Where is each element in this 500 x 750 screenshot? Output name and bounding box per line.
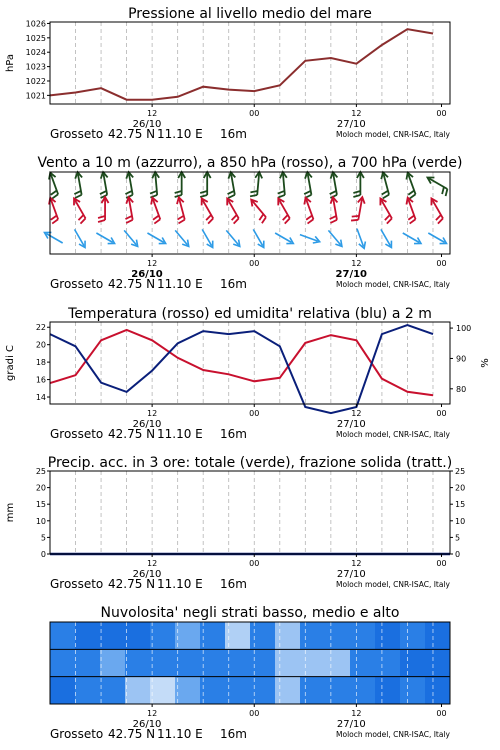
- barb: [200, 191, 207, 193]
- cloud-cell-alto: [425, 622, 451, 650]
- barb: [381, 191, 388, 195]
- station-longitude: 11.10 E: [157, 727, 203, 741]
- model-credit: Moloch model, CNR-ISAC, Italy: [336, 130, 450, 139]
- station-footer-2: [50, 277, 451, 291]
- y-right-tick-label: 20: [455, 483, 466, 493]
- station-elevation: 16m: [220, 427, 247, 441]
- barb: [351, 219, 358, 222]
- chart-title-2: Vento a 10 m (azzurro), a 850 hPa (rosso), a 700 hPa (verde): [37, 155, 463, 171]
- cloud-cell-basso: [250, 677, 276, 705]
- wind-barb-10m: [224, 228, 243, 249]
- time-tick-label: 12: [351, 109, 362, 118]
- barb: [409, 194, 416, 198]
- station-longitude: 11.10 E: [157, 127, 203, 141]
- barb: [307, 219, 314, 223]
- y-right-tick-label: 15: [455, 500, 466, 510]
- y-tick-label: 25: [35, 467, 46, 476]
- station-latitude: 42.75 N: [108, 127, 156, 141]
- wind-barb-10m: [43, 229, 65, 246]
- y-tick-label: 20: [35, 340, 46, 350]
- cloud-cell-basso: [100, 677, 126, 705]
- arrow-shaft: [175, 230, 187, 245]
- station-longitude: 11.10 E: [157, 577, 203, 591]
- y-tick-label: 1022: [25, 76, 46, 86]
- station-latitude: 42.75 N: [108, 577, 156, 591]
- wind-barb-10m: [95, 230, 117, 247]
- barb: [152, 216, 159, 220]
- cloud-cell-alto: [100, 622, 126, 650]
- barb: [408, 216, 415, 220]
- time-tick-label: 12: [147, 409, 158, 418]
- cloud-cell-medio: [425, 649, 451, 677]
- time-tick-label: 00: [249, 109, 260, 118]
- wind-barb-850hpa: [146, 196, 164, 223]
- cloud-cell-alto: [400, 622, 426, 650]
- plot-frame-4: [50, 471, 450, 554]
- wind-barb-10m: [72, 228, 89, 250]
- time-tick-label: 00: [249, 559, 260, 568]
- y-axis-right-3: [450, 324, 491, 394]
- arrow-shaft: [381, 229, 391, 245]
- y-axis-title: gradi C: [5, 345, 16, 381]
- date-label: 26/10: [132, 569, 162, 580]
- model-credit: Moloch model, CNR-ISAC, Italy: [336, 430, 450, 439]
- barb: [175, 191, 182, 193]
- y-tick-label: 1024: [25, 48, 46, 58]
- cloud-cell-basso: [275, 677, 301, 705]
- barb: [125, 191, 132, 194]
- y-tick-label: 14: [35, 393, 46, 403]
- wind-barb-700hpa: [224, 172, 239, 198]
- cloud-cell-basso: [125, 677, 151, 705]
- cloud-cell-alto: [325, 622, 351, 650]
- wind-barb-10m: [173, 228, 192, 249]
- time-tick-label: 12: [351, 409, 362, 418]
- cloud-cell-medio: [125, 649, 151, 677]
- y-tick-label: 10: [35, 516, 46, 526]
- barb: [353, 195, 360, 197]
- time-tick-label: 12: [351, 709, 362, 718]
- barb: [98, 220, 105, 222]
- cloud-cell-basso: [400, 677, 426, 705]
- station-name: Grosseto: [50, 577, 104, 591]
- date-label: 27/10: [336, 719, 366, 730]
- chart-title-4: Precip. acc. in 3 ore: totale (verde), frazione solida (tratt.): [47, 455, 453, 471]
- time-tick-label: 12: [147, 709, 158, 718]
- wind-barb-700hpa: [200, 172, 211, 197]
- cloud-cell-alto: [300, 622, 326, 650]
- cloud-cell-alto: [125, 622, 151, 650]
- model-credit: Moloch model, CNR-ISAC, Italy: [336, 280, 450, 289]
- arrow-shaft: [328, 230, 340, 245]
- cloud-cell-alto: [50, 622, 76, 650]
- wind-barb-850hpa: [44, 196, 62, 223]
- barb: [125, 216, 132, 219]
- barb: [52, 194, 59, 198]
- time-tick-label: 00: [249, 409, 260, 418]
- y-tick-label: 1026: [25, 19, 46, 29]
- time-tick-label: 12: [147, 109, 158, 118]
- barb: [98, 216, 105, 218]
- barb: [200, 195, 207, 197]
- arrow-shaft: [202, 229, 212, 245]
- wind-barb-700hpa: [250, 171, 263, 197]
- time-tick-label: 12: [147, 259, 158, 268]
- y-right-tick-label: 5: [455, 533, 461, 543]
- station-longitude: 11.10 E: [157, 277, 203, 291]
- y-tick-label: 22: [35, 323, 46, 333]
- cloud-cell-basso: [300, 677, 326, 705]
- model-credit: Moloch model, CNR-ISAC, Italy: [336, 580, 450, 589]
- y-tick-label: 1025: [25, 33, 46, 43]
- barb: [227, 191, 234, 194]
- arrow-shaft: [75, 229, 85, 245]
- cloud-cell-medio: [50, 649, 76, 677]
- wind-barb-700hpa: [276, 172, 289, 198]
- wind-barb-850hpa: [196, 197, 218, 224]
- barb: [150, 195, 157, 198]
- wind-barb-700hpa: [175, 172, 186, 197]
- barb: [444, 189, 449, 196]
- wind-barb-10m: [121, 228, 140, 249]
- y-right-tick-label: 25: [455, 467, 466, 476]
- wind-barb-700hpa: [148, 172, 161, 198]
- time-tick-label: 12: [351, 259, 362, 268]
- date-label: 26/10: [131, 269, 163, 280]
- wind-barb-850hpa: [401, 196, 419, 223]
- wind-barb-700hpa: [44, 171, 62, 198]
- station-latitude: 42.75 N: [108, 277, 156, 291]
- y-tick-label: 20: [35, 483, 46, 493]
- wind-barb-850hpa: [374, 197, 396, 224]
- arrow-shaft: [46, 234, 62, 244]
- wind-barb-700hpa: [353, 172, 364, 197]
- station-footer-3: [50, 427, 451, 441]
- y-tick-label: 0: [40, 550, 46, 559]
- barb: [329, 216, 336, 219]
- time-tick-label: 00: [249, 259, 260, 268]
- wind-barb-700hpa: [326, 172, 341, 198]
- barb: [305, 216, 312, 220]
- barb: [353, 191, 360, 193]
- barb: [278, 195, 285, 198]
- cloud-cell-basso: [50, 677, 76, 705]
- y-tick-label: 16: [35, 375, 46, 385]
- barb: [50, 191, 57, 195]
- barb: [408, 191, 415, 195]
- date-label: 26/10: [132, 719, 162, 730]
- arrow-shaft: [300, 235, 318, 241]
- cloud-cell-basso: [175, 677, 201, 705]
- wind-barb-10m: [146, 230, 168, 247]
- cloud-cell-basso: [200, 677, 226, 705]
- y-axis-1: [5, 19, 50, 100]
- cloud-cell-basso: [325, 677, 351, 705]
- station-elevation: 16m: [220, 277, 247, 291]
- wind-barb-10m: [199, 228, 216, 250]
- arrow-shaft: [226, 230, 238, 245]
- station-name: Grosseto: [50, 727, 104, 741]
- cloud-cell-alto: [350, 622, 376, 650]
- wind-barb-700hpa: [401, 171, 419, 198]
- wind-barb-850hpa: [68, 197, 90, 224]
- cloud-cell-alto: [250, 622, 276, 650]
- arrow-shaft: [147, 233, 163, 243]
- cloud-cell-medio: [75, 649, 101, 677]
- cloud-cell-basso: [75, 677, 101, 705]
- cloud-cover-heatmap: [50, 622, 451, 705]
- cloud-cell-alto: [275, 622, 301, 650]
- arrow-shaft: [428, 233, 444, 243]
- barb: [178, 220, 185, 224]
- barb: [74, 191, 81, 194]
- station-name: Grosseto: [50, 277, 104, 291]
- model-credit: Moloch model, CNR-ISAC, Italy: [336, 730, 450, 739]
- station-elevation: 16m: [220, 727, 247, 741]
- wind-barb-850hpa: [299, 196, 317, 223]
- wind-barb-850hpa: [221, 197, 243, 224]
- plot-frame-3: [50, 322, 450, 404]
- pressure-series-line: [50, 29, 433, 100]
- station-latitude: 42.75 N: [108, 727, 156, 741]
- wind-barb-850hpa: [326, 197, 341, 223]
- arrow-shaft: [275, 233, 291, 243]
- barb: [154, 219, 161, 223]
- y-tick-label: 1021: [25, 91, 46, 101]
- time-tick-label: 00: [436, 559, 447, 568]
- time-tick-label: 00: [436, 709, 447, 718]
- wind-barb-700hpa: [122, 172, 137, 198]
- time-gridlines-2: [76, 172, 433, 254]
- wind-barb-700hpa: [71, 172, 86, 198]
- y-right-tick-label: 0: [455, 550, 461, 559]
- wind-barb-850hpa: [272, 197, 294, 224]
- barb: [50, 216, 57, 220]
- cloud-cell-basso: [350, 677, 376, 705]
- cloud-cell-basso: [375, 677, 401, 705]
- cloud-cell-medio: [400, 649, 426, 677]
- y-axis-title: hPa: [5, 53, 16, 73]
- y-right-axis-title: %: [480, 358, 491, 368]
- cloud-cell-alto: [175, 622, 201, 650]
- y-axis-right-4: [450, 467, 465, 559]
- cloud-cell-alto: [375, 622, 401, 650]
- y-right-tick-label: 10: [455, 516, 466, 526]
- date-label: 27/10: [335, 269, 368, 280]
- y-right-tick-label: 100: [456, 324, 472, 334]
- station-longitude: 11.10 E: [157, 427, 203, 441]
- station-footer-4: [50, 577, 451, 591]
- wind-barb-850hpa: [98, 197, 109, 222]
- wind-barb-10m: [378, 228, 395, 250]
- barb: [250, 190, 257, 193]
- station-footer-1: [50, 127, 451, 141]
- barb: [304, 191, 311, 194]
- arrow-shaft: [403, 233, 419, 243]
- arrow-shaft: [124, 230, 136, 245]
- time-gridlines-4: [76, 471, 433, 554]
- y-axis-3: [5, 323, 50, 402]
- station-latitude: 42.75 N: [108, 427, 156, 441]
- time-tick-label: 12: [351, 559, 362, 568]
- y-right-tick-label: 80: [456, 384, 467, 394]
- chart-title-3: Temperatura (rosso) ed umidita' relativa (blu) a 2 m: [68, 306, 432, 322]
- cloud-cell-medio: [300, 649, 326, 677]
- station-elevation: 16m: [220, 577, 247, 591]
- time-tick-label: 00: [436, 259, 447, 268]
- cloud-cell-medio: [275, 649, 301, 677]
- y-right-tick-label: 90: [456, 354, 467, 364]
- wind-barb-10m: [299, 231, 321, 245]
- station-elevation: 16m: [220, 127, 247, 141]
- time-tick-label: 00: [436, 409, 447, 418]
- barb: [100, 191, 107, 194]
- barb: [329, 191, 336, 194]
- arrow-shaft: [357, 229, 363, 247]
- date-label: 26/10: [132, 419, 162, 430]
- chart-title-1: Pressione al livello medio del mare: [128, 6, 372, 22]
- cloud-cell-medio: [250, 649, 276, 677]
- barb: [177, 216, 184, 220]
- wind-barb-700hpa: [301, 172, 316, 198]
- barb: [250, 194, 257, 197]
- station-footer-5: [50, 727, 451, 741]
- cloud-cell-medio: [325, 649, 351, 677]
- date-label: 27/10: [336, 419, 366, 430]
- station-name: Grosseto: [50, 127, 104, 141]
- y-tick-label: 5: [40, 533, 46, 543]
- cloud-cell-medio: [375, 649, 401, 677]
- cloud-cell-basso: [425, 677, 451, 705]
- time-tick-label: 12: [147, 559, 158, 568]
- cloud-cell-medio: [350, 649, 376, 677]
- cloud-cell-medio: [100, 649, 126, 677]
- wind-barb-10m: [354, 227, 368, 249]
- wind-barb-850hpa: [425, 197, 447, 224]
- wind-barb-10m: [250, 228, 267, 250]
- cloud-cell-medio: [200, 649, 226, 677]
- cloud-cell-basso: [150, 677, 176, 705]
- wind-barb-10m: [401, 230, 423, 247]
- wind-barb-10m: [427, 230, 449, 247]
- wind-barb-10m: [326, 228, 345, 249]
- y-tick-label: 18: [35, 358, 46, 368]
- y-axis-title: mm: [5, 502, 16, 523]
- y-axis-4: [5, 467, 50, 559]
- time-tick-label: 00: [436, 109, 447, 118]
- date-label: 26/10: [132, 119, 162, 130]
- barb: [409, 219, 416, 223]
- barb: [278, 191, 285, 194]
- time-tick-label: 00: [249, 709, 260, 718]
- wind-barb-850hpa: [172, 196, 189, 223]
- barb: [382, 195, 389, 199]
- time-gridlines-3: [76, 322, 433, 404]
- wind-barb-850hpa: [246, 197, 270, 223]
- cloud-cell-alto: [200, 622, 226, 650]
- y-tick-label: 1023: [25, 62, 46, 72]
- cloud-cell-medio: [150, 649, 176, 677]
- date-label: 27/10: [336, 119, 366, 130]
- wind-barb-700hpa: [376, 171, 393, 198]
- wind-barb-700hpa: [96, 172, 111, 198]
- wind-barb-850hpa: [351, 196, 366, 222]
- arrow-shaft: [96, 233, 112, 243]
- date-label: 27/10: [336, 569, 366, 580]
- wind-barb-850hpa: [122, 197, 137, 223]
- y-tick-label: 15: [35, 500, 46, 510]
- chart-title-5: Nuvolosita' negli strati basso, medio e alto: [100, 605, 400, 621]
- station-name: Grosseto: [50, 427, 104, 441]
- barb: [150, 191, 157, 194]
- cloud-cell-alto: [75, 622, 101, 650]
- cloud-cell-alto: [150, 622, 176, 650]
- cloud-cell-medio: [175, 649, 201, 677]
- arrow-shaft: [253, 229, 263, 245]
- wind-barb-10m: [273, 230, 295, 247]
- barb: [52, 219, 59, 223]
- wind-barb-700hpa: [424, 174, 451, 196]
